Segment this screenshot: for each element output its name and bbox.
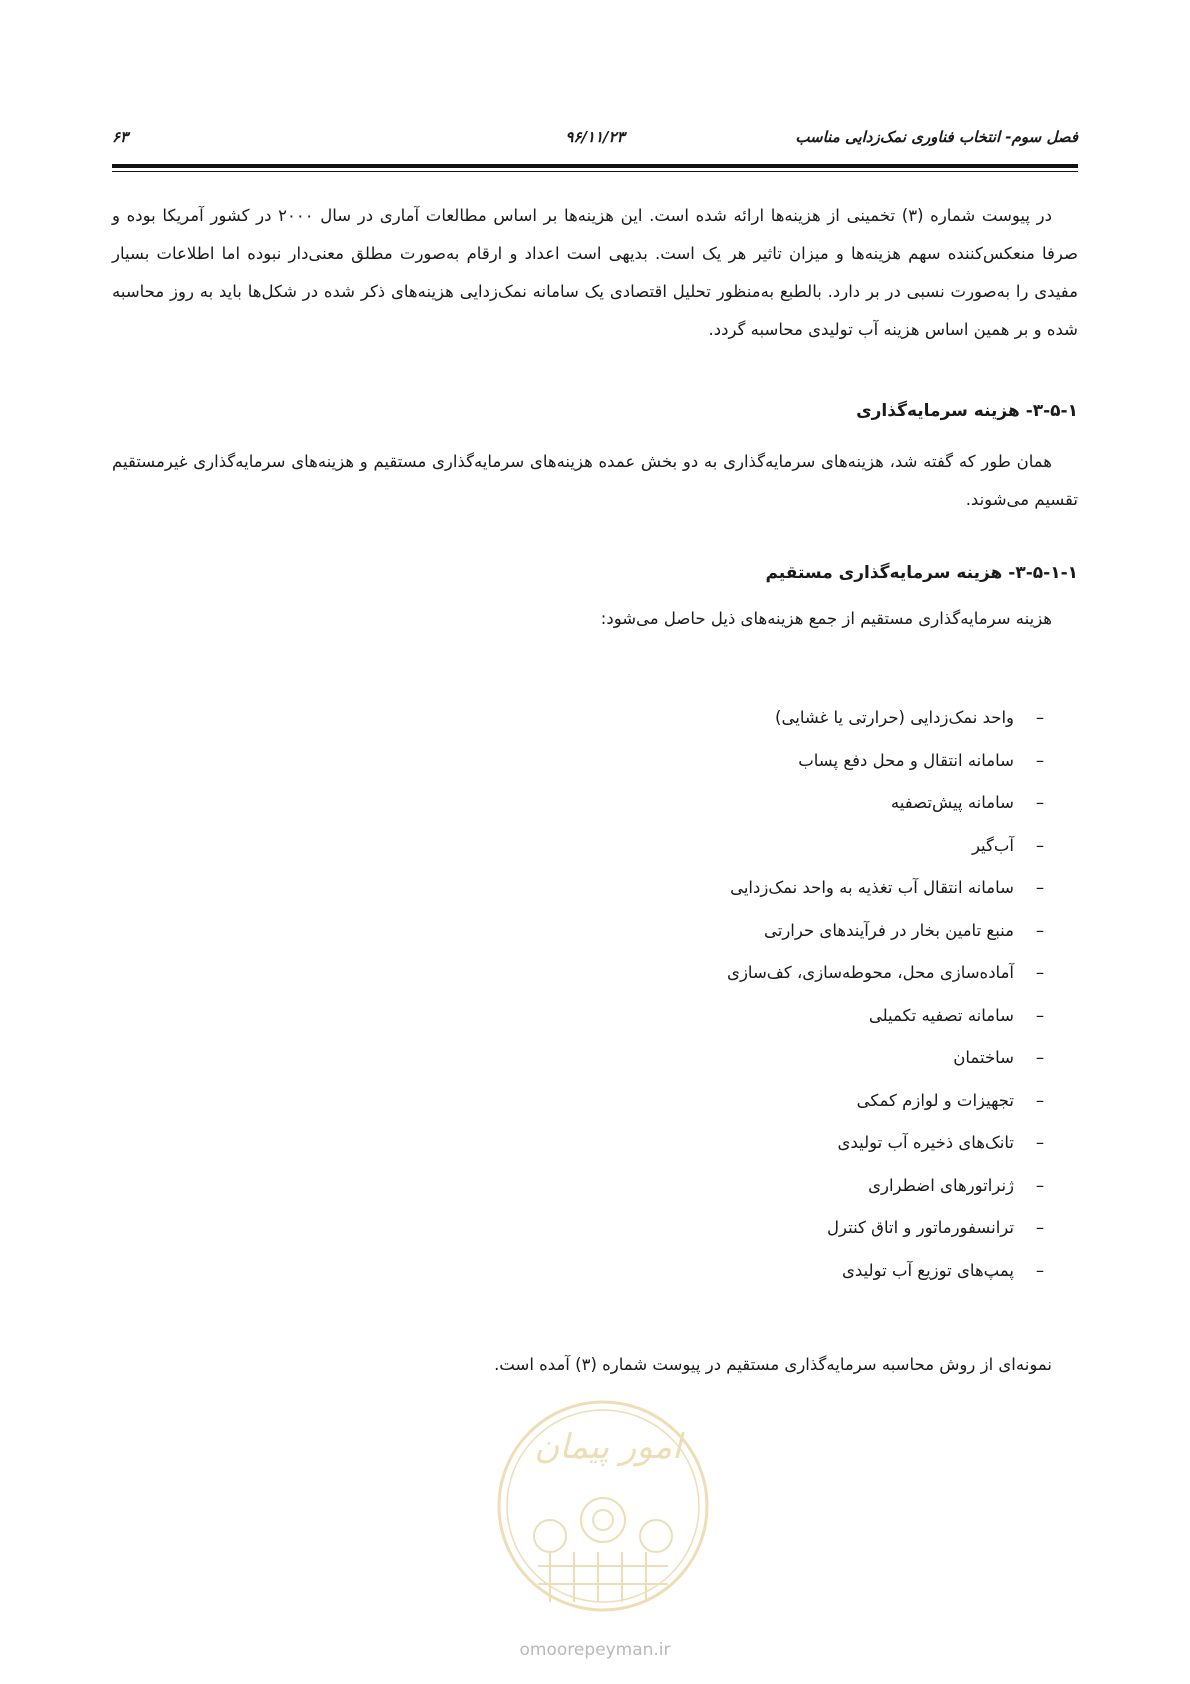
list-dash: – bbox=[1035, 750, 1045, 770]
list-item bbox=[428, 825, 1048, 868]
direct-cost-items-list bbox=[428, 697, 1048, 1292]
list-item-text: ساختمان bbox=[953, 1048, 1014, 1067]
list-item-text: آب‌گیر bbox=[971, 835, 1014, 855]
list-item bbox=[428, 697, 1048, 740]
list-item-text: واحد نمک‌زدایی (حرارتی یا غشایی) bbox=[775, 708, 1014, 727]
list-dash: – bbox=[1035, 878, 1045, 897]
list-item bbox=[428, 1250, 1048, 1293]
subsection-heading-direct-capital-cost: ۳-۵-۱-۱- هزینه سرمایه‌گذاری مستقیم bbox=[765, 563, 1078, 583]
list-dash: – bbox=[1035, 1260, 1045, 1280]
header-date: ۹۶/۱۱/۲۳ bbox=[565, 128, 625, 146]
list-item-text: ژنراتورهای اضطراری bbox=[868, 1175, 1014, 1195]
page-header bbox=[112, 128, 1078, 152]
list-item bbox=[428, 1080, 1048, 1123]
list-dash: – bbox=[1035, 1090, 1045, 1110]
list-item-text: سامانه پیش‌تصفیه bbox=[890, 793, 1014, 812]
list-item-text: منبع تامین بخار در فرآیندهای حرارتی bbox=[763, 920, 1014, 940]
header-rule-thin bbox=[112, 171, 1078, 172]
list-item bbox=[428, 1165, 1048, 1208]
watermark-site: omoorepeyman.ir bbox=[519, 1640, 671, 1660]
watermark-logo bbox=[488, 1388, 718, 1628]
list-item-text: ترانسفورماتور و اتاق کنترل bbox=[827, 1218, 1014, 1237]
list-dash: – bbox=[1035, 1175, 1045, 1195]
list-item bbox=[428, 782, 1048, 825]
list-item bbox=[428, 740, 1048, 783]
list-item-text: سامانه انتقال و محل دفع پساب bbox=[798, 750, 1014, 770]
header-rule-thick bbox=[112, 164, 1078, 168]
list-dash: – bbox=[1035, 963, 1045, 982]
list-item bbox=[428, 1207, 1048, 1250]
list-item bbox=[428, 1037, 1048, 1080]
paragraph-cost-estimate: در پیوست شماره (۳) تخمینی از هزینه‌ها ارائه شده است. این هزینه‌ها بر اساس مطالعات آماری در سال ۲۰۰۰ در کشور آمریکا بوده و صرفا منعکس‌کننده سهم هزینه‌ها و میزان تاثیر هر یک است. بدیهی است اعداد و ارقام به‌صورت مطلق معنی‌دار نبوده اما اطلاعات بسیار مفیدی را به‌صورت نسبی در بر دارد. بالطبع به‌منظور تحلیل اقتصادی یک سامانه نمک‌زدایی هزینه‌های ذکر شده در شکل‌ها باید به روز محاسبه شده و بر همین اساس هزینه آب تولیدی محاسبه گردد. bbox=[112, 206, 1078, 339]
list-item-text: سامانه انتقال آب تغذیه به واحد نمک‌زدایی bbox=[730, 878, 1014, 897]
list-item-text: پمپ‌های توزیع آب تولیدی bbox=[842, 1260, 1014, 1280]
list-item bbox=[428, 952, 1048, 995]
section-heading-capital-cost: ۳-۵-۱- هزینه سرمایه‌گذاری bbox=[856, 401, 1078, 421]
closing-paragraph: نمونه‌ای از روش محاسبه سرمایه‌گذاری مستقیم در پیوست شماره (۳) آمده است. bbox=[494, 1355, 1052, 1374]
list-dash: – bbox=[1035, 920, 1045, 940]
paragraph-capital-cost: همان طور که گفته شد، هزینه‌های سرمایه‌گذاری به دو بخش عمده هزینه‌های سرمایه‌گذاری مستقیم و هزینه‌های سرمایه‌گذاری غیرمستقیم تقسیم می‌شوند. bbox=[112, 452, 1078, 509]
list-item bbox=[428, 1122, 1048, 1165]
list-dash: – bbox=[1035, 1133, 1045, 1152]
list-dash: – bbox=[1035, 1048, 1045, 1067]
list-dash: – bbox=[1035, 793, 1045, 812]
list-dash: – bbox=[1035, 835, 1045, 855]
list-item-text: تجهیزات و لوازم کمکی bbox=[856, 1090, 1014, 1110]
list-item bbox=[428, 867, 1048, 910]
list-intro: هزینه سرمایه‌گذاری مستقیم از جمع هزینه‌های ذیل حاصل می‌شود: bbox=[600, 609, 1052, 628]
list-dash: – bbox=[1035, 1005, 1045, 1025]
chapter-title: فصل سوم- انتخاب فناوری نمک‌زدایی مناسب bbox=[795, 128, 1078, 146]
list-item-text: آماده‌سازی محل، محوطه‌سازی، کف‌سازی bbox=[727, 963, 1014, 982]
watermark-logo-text: امور پیمان bbox=[534, 1427, 682, 1467]
list-dash: – bbox=[1035, 708, 1045, 727]
list-item-text: تانک‌های ذخیره آب تولیدی bbox=[837, 1133, 1014, 1152]
page-number: ۶۳ bbox=[112, 128, 129, 146]
list-item-text: سامانه تصفیه تکمیلی bbox=[868, 1005, 1014, 1025]
list-item bbox=[428, 910, 1048, 953]
list-dash: – bbox=[1035, 1218, 1045, 1237]
list-item bbox=[428, 995, 1048, 1038]
